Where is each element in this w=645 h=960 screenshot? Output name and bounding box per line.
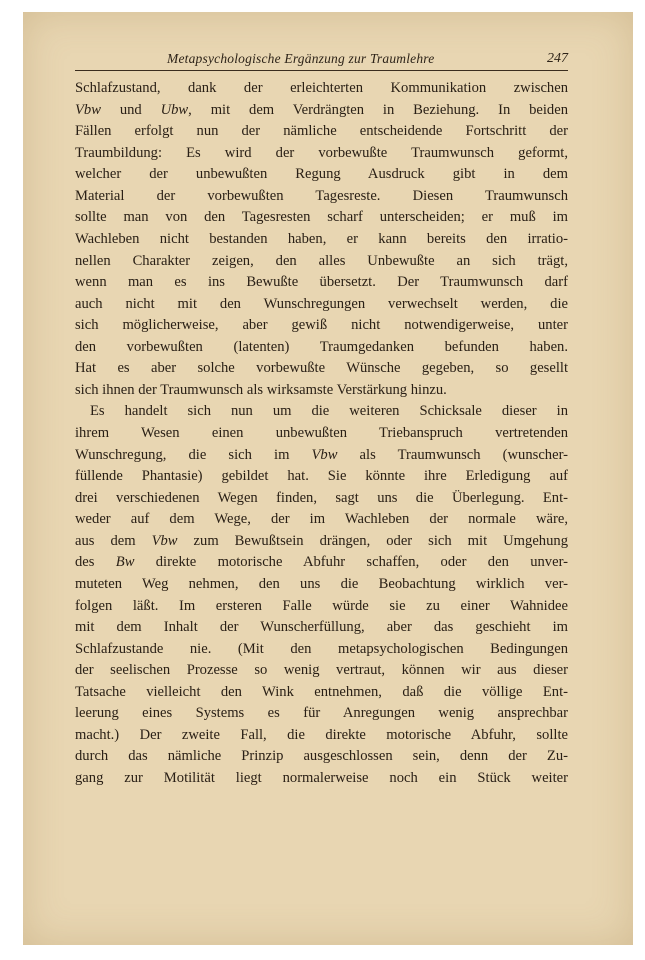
text-line: sich ihnen der Traumwunsch als wirksamste Verstärkung hinzu. xyxy=(75,381,447,398)
text-line: Material der vorbewußten Tagesreste. Diesen Traumwunsch xyxy=(75,187,568,204)
text-line: Schlafzustande nie. (Mit den metapsychologischen Bedingungen xyxy=(75,640,568,657)
text-line: durch das nämliche Prinzip ausgeschlossen sein, denn der Zu- xyxy=(75,748,568,765)
text-line: auch nicht mit den Wunschregungen verwechselt werden, die xyxy=(75,295,568,312)
text-line: Vbw und Ubw, mit dem Verdrängten in Beziehung. In beiden xyxy=(75,101,569,118)
text-line: muteten Weg nehmen, den uns die Beobachtung wirklich ver- xyxy=(75,575,568,592)
running-title: Metapsychologische Ergänzung zur Traumlehre xyxy=(167,51,435,66)
text-line: leerung eines Systems es für Anregungen wenig ansprechbar xyxy=(75,705,568,722)
text-line: Hat es aber solche vorbewußte Wünsche gegeben, so gesellt xyxy=(75,360,568,377)
text-line: welcher der unbewußten Regung Ausdruck gibt in dem xyxy=(75,166,568,183)
text-line: Traumbildung: Es wird der vorbewußte Traumwunsch geformt, xyxy=(75,144,568,161)
text-line: aus dem Vbw zum Bewußtsein drängen, oder sich mit Umgehung xyxy=(75,532,568,549)
text-line: den vorbewußten (latenten) Traumgedanken befunden haben. xyxy=(75,338,568,355)
text-line: Tatsache vielleicht den Wink entnehmen, daß die völlige Ent- xyxy=(75,683,568,700)
text-line: gang zur Motilität liegt normalerweise noch ein Stück weiter xyxy=(75,770,568,786)
text-line: nellen Charakter zeigen, den alles Unbewußte an sich trägt, xyxy=(75,252,568,269)
text-line: Wachleben nicht bestanden haben, er kann bereits den irratio- xyxy=(75,230,568,247)
text-line: sich möglicherweise, aber gewiß nicht notwendigerweise, unter xyxy=(75,317,568,334)
text-line: des Bw direkte motorische Abfuhr schaffen, oder den unver- xyxy=(75,554,568,571)
text-line: weder auf dem Wege, der im Wachleben der normale wäre, xyxy=(75,511,568,528)
text-line: füllende Phantasie) gebildet hat. Sie könnte ihre Erledigung auf xyxy=(75,468,568,485)
text-line: der seelischen Prozesse so wenig vertraut, können wir aus dieser xyxy=(75,662,568,679)
text-line: mit dem Inhalt der Wunscherfüllung, aber das geschieht im xyxy=(75,619,568,636)
text-line: sollte man von den Tagesresten scharf unterscheiden; er muß im xyxy=(75,209,568,226)
text-line: ihrem Wesen einen unbewußten Triebanspruch vertretenden xyxy=(75,425,568,441)
text-line: folgen läßt. Im ersteren Falle würde sie zu einer Wahnidee xyxy=(75,597,568,614)
running-header xyxy=(75,48,568,71)
page-number: 247 xyxy=(547,51,568,66)
text-line: Fällen erfolgt nun der nämliche entscheidende Fortschritt der xyxy=(75,123,568,140)
text-line: wenn man es ins Bewußte übersetzt. Der Traumwunsch darf xyxy=(75,274,568,291)
text-line: Wunschregung, die sich im Vbw als Traumwunsch (wunscher- xyxy=(75,446,569,463)
book-page xyxy=(23,12,633,945)
text-line: drei verschiedenen Wegen finden, sagt uns die Überlegung. Ent- xyxy=(75,489,568,506)
text-line: Schlafzustand, dank der erleichterten Kommunikation zwischen xyxy=(75,80,568,96)
body-text xyxy=(75,78,568,790)
text-line: Es handelt sich nun um die weiteren Schicksale dieser in xyxy=(90,403,568,420)
text-line: macht.) Der zweite Fall, die direkte motorische Abfuhr, sollte xyxy=(75,726,568,743)
